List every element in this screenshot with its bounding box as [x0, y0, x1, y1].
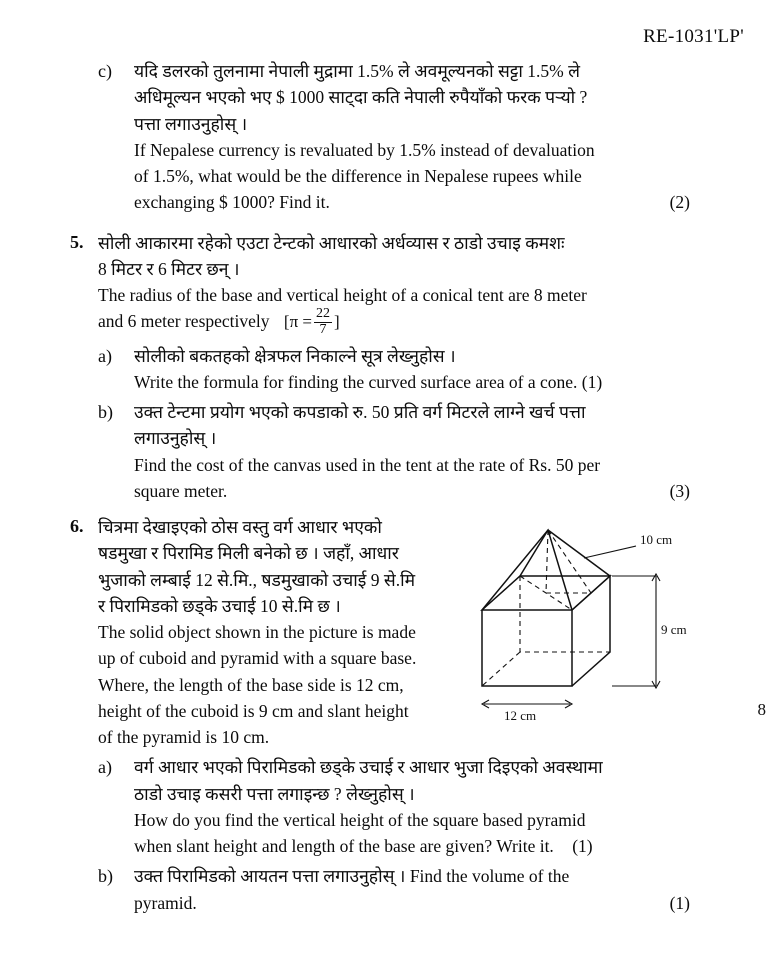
english-text-line: Where, the length of the base side is 12 cm,	[98, 674, 404, 695]
figure-label-base: 12 cm	[504, 708, 537, 724]
cuboid-with-pyramid-figure	[460, 514, 708, 734]
nepali-text-line: 8 मिटर र 6 मिटर छन् ।	[98, 258, 240, 279]
nepali-text-line: सोली आकारमा रहेको एउटा टेन्टको आधारको अर्धव्यास र ठाडो उचाइ कमशः	[98, 232, 565, 253]
nepali-text-line: उक्त टेन्टमा प्रयोग भएको कपडाको रु. 50 प्रति वर्ग मिटरले लाग्ने खर्च पत्ता	[134, 402, 586, 423]
subpart-label: b)	[98, 866, 113, 887]
question-6-subparts	[70, 754, 690, 916]
english-text-line: Write the formula for finding the curved surface area of a cone.	[134, 371, 578, 392]
english-text-line: up of cuboid and pyramid with a square base.	[98, 648, 417, 669]
nepali-text-line: ठाडो उचाइ कसरी पत्ता लगाइन्छ ? लेख्नुहोस् ।	[134, 783, 415, 804]
nepali-text-line: अधिमूल्यन भएको भए $ 1000 साट्दा कति नेपाली रुपैयाँको फरक पर्‍यो ?	[134, 87, 588, 108]
english-text-line: The solid object shown in the picture is made	[98, 622, 416, 643]
english-text-line: of 1.5%, what would be the difference in Nepalese rupees while	[134, 166, 582, 186]
figure-svg	[460, 514, 708, 734]
nepali-text-line: सोलीको बकतहको क्षेत्रफल निकाल्ने सूत्र लेख्नुहोस ।	[134, 345, 456, 366]
figure-label-height: 9 cm	[661, 622, 687, 638]
nepali-text-line: र पिरामिडको छड्के उचाई 10 से.मि छ ।	[98, 595, 341, 616]
marks-value: (1)	[581, 371, 603, 392]
english-text-line: The radius of the base and vertical height of a conical tent are 8 meter	[98, 285, 587, 305]
marks-value: (2)	[669, 192, 690, 213]
question-content	[70, 58, 690, 918]
english-text-line: How do you find the vertical height of the square based pyramid	[134, 809, 586, 830]
nepali-text-line: भुजाको लम्बाई 12 से.मि., षडमुखाको उचाई 9 से.मि	[98, 569, 416, 590]
nepali-text-line: वर्ग आधार भएको पिरामिडको छड्के उचाई र आधार भुजा दिइएको अवस्थामा	[134, 757, 603, 778]
marks-value: (1)	[669, 892, 690, 913]
english-text-line: when slant height and length of the base are given? Write it.	[134, 836, 554, 857]
question-6	[70, 514, 690, 750]
pi-suffix: ]	[334, 312, 340, 332]
question-4c	[70, 58, 690, 216]
fraction-numerator: 22	[316, 306, 330, 322]
english-text-line: pyramid.	[134, 892, 197, 913]
english-text-line: and 6 meter respectively	[98, 311, 270, 332]
english-text-line: exchanging $ 1000? Find it.	[134, 192, 330, 213]
nepali-text-line: षडमुखा र पिरामिड मिली बनेको छ । जहाँ, आधार	[98, 543, 399, 564]
marks-value: (1)	[572, 836, 593, 857]
subpart-label: a)	[98, 345, 112, 366]
pi-prefix: [π =	[283, 312, 312, 332]
question-number: 6.	[70, 516, 84, 537]
english-text-line: height of the cuboid is 9 cm and slant height	[98, 700, 409, 721]
question-number: 5.	[70, 231, 84, 252]
subpart-label: a)	[98, 757, 112, 778]
nepali-text-line: पत्ता लगाउनुहोस् ।	[134, 113, 248, 134]
english-text-line: of the pyramid is 10 cm.	[98, 727, 270, 748]
nepali-text-line: यदि डलरको तुलनामा नेपाली मुद्रामा 1.5% ले अवमूल्यनको सट्टा 1.5% ले	[134, 61, 580, 81]
nepali-text-line: लगाउनुहोस् ।	[134, 428, 217, 449]
nepali-text-line: चित्रमा देखाइएको ठोस वस्तु वर्ग आधार भएको	[98, 517, 382, 538]
figure-label-slant: 10 cm	[640, 532, 673, 548]
pi-fraction	[314, 307, 332, 337]
fraction-denominator: 7	[319, 321, 327, 337]
nepali-text-line: उक्त पिरामिडको आयतन पत्ता लगाउनुहोस् । Find the volume of the	[134, 866, 570, 887]
side-page-number: 8	[757, 700, 766, 719]
english-text-line: square meter.	[134, 480, 228, 501]
paper-code: RE-1031'LP'	[643, 26, 744, 47]
marks-value: (3)	[669, 480, 690, 501]
question-5	[70, 230, 690, 505]
pi-value-note	[284, 308, 340, 338]
english-text-line: Find the cost of the canvas used in the tent at the rate of Rs. 50 per	[134, 454, 601, 475]
subpart-label: c)	[98, 61, 112, 81]
english-text-line: If Nepalese currency is revaluated by 1.5% instead of devaluation	[134, 139, 595, 160]
subpart-label: b)	[98, 402, 113, 423]
